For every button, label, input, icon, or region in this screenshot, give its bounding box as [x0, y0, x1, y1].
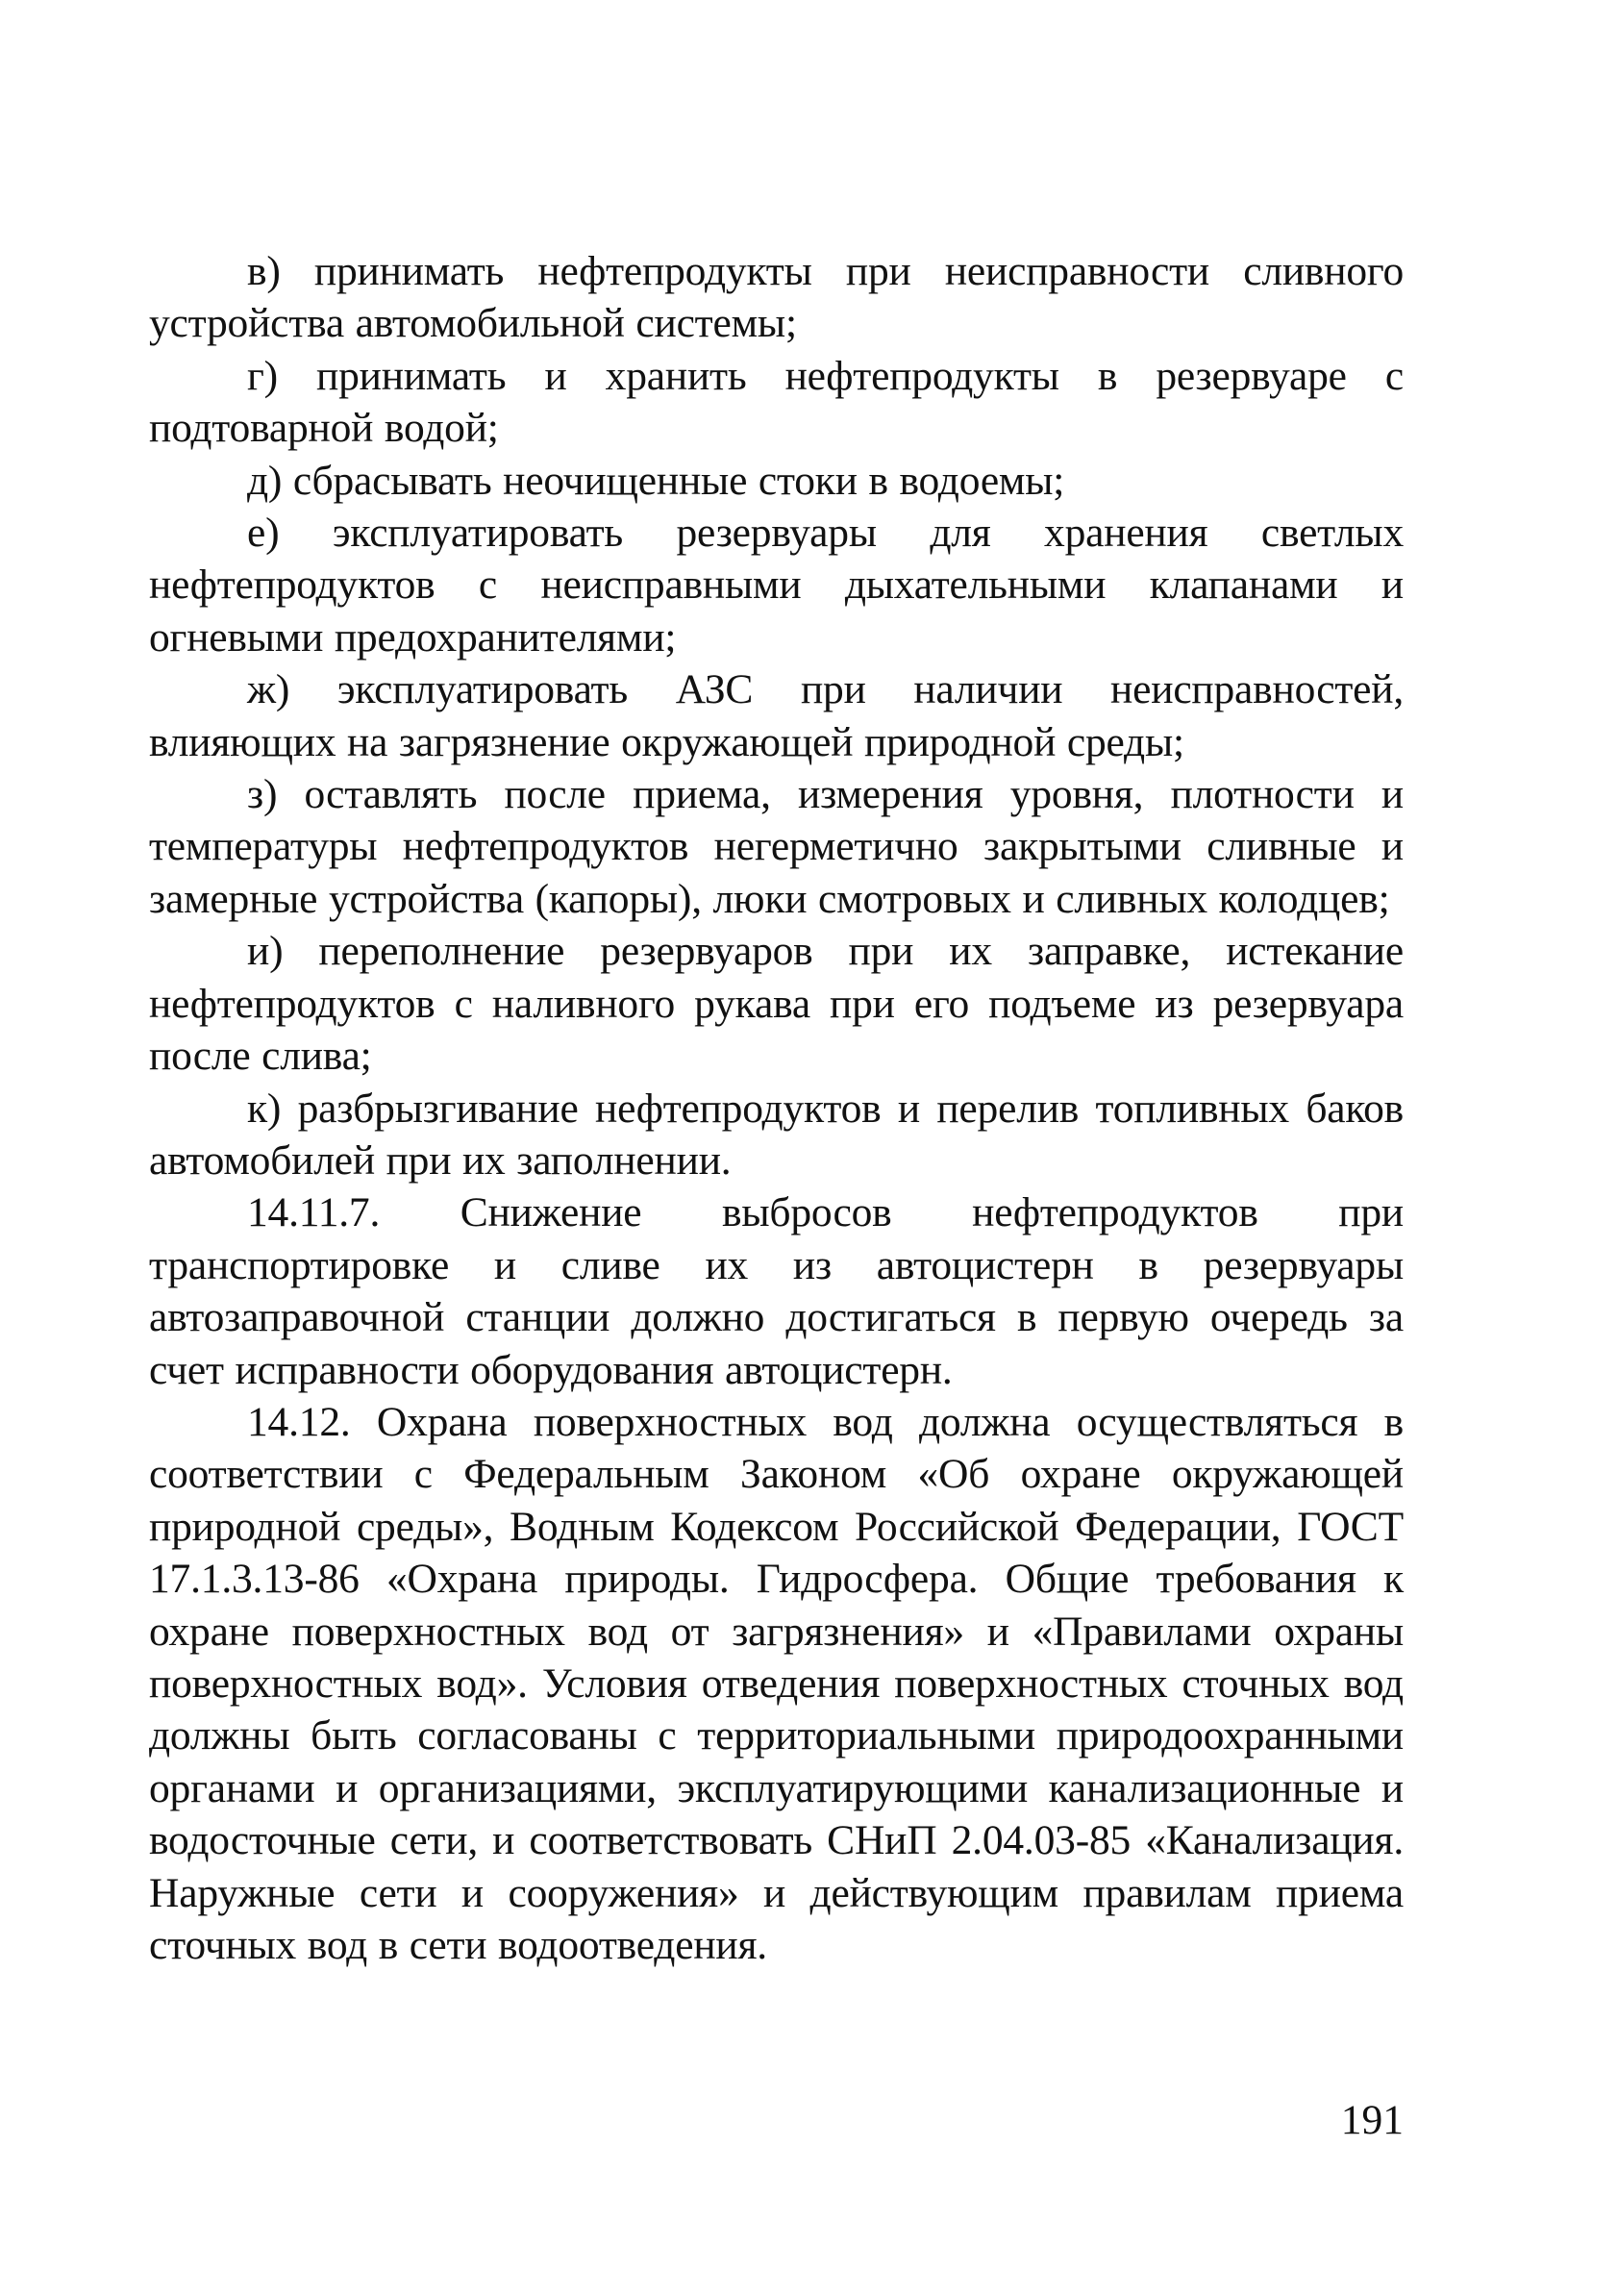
- paragraph-14-11-7: 14.11.7. Снижение выбросов нефтепродуктов при транспортировке и сливе их из автоцистерн в резервуары автозаправочной станции должно достигаться в первую очередь за счет исправности оборудования автоцистерн.: [149, 1189, 1404, 1393]
- paragraph-item-v: в) принимать нефтепродукты при неисправности сливного устройства автомобильной системы;: [149, 248, 1404, 347]
- paragraph-item-k: к) разбрызгивание нефтепродуктов и перелив топливных баков автомобилей при их заполнении.: [149, 1085, 1404, 1184]
- page-body: [149, 245, 1404, 1971]
- paragraph-14-12: 14.12. Охрана поверхностных вод должна осуществляться в соответствии с Федеральным Законом «Об охране окружающей природной среды», Водным Кодексом Российской Федерации, ГОСТ 17.1.3.13-86 «Охрана природы. Гидросфера. Общие требования к охране поверхностных вод от загрязнения» и «Правилами охраны поверхностных вод». Условия отведения поверхностных сточных вод должны быть согласованы с территориальными природоохранными органами и организациями, эксплуатирующими канализационные и водосточные сети, и соответствовать СНиП 2.04.03-85 «Канализация. Наружные сети и сооружения» и действующим правилам приема сточных вод в сети водоотведения.: [149, 1398, 1404, 1968]
- paragraph-item-d: д) сбрасывать неочищенные стоки в водоемы;: [247, 457, 1065, 504]
- paragraph-item-z: з) оставлять после приема, измерения уровня, плотности и температуры нефтепродуктов негерметично закрытыми сливные и замерные устройства (капоры), люки смотровых и сливных колодцев;: [149, 771, 1404, 922]
- paragraph-item-zh: ж) эксплуатировать АЗС при наличии неисправностей, влияющих на загрязнение окружающей природной среды;: [149, 666, 1404, 765]
- paragraph-item-i: и) переполнение резервуаров при их заправке, истекание нефтепродуктов с наливного рукава при его подъеме из резервуара после слива;: [149, 928, 1404, 1080]
- paragraph-item-g: г) принимать и хранить нефтепродукты в резервуаре с подтоварной водой;: [149, 352, 1404, 452]
- page-number: 191: [1340, 2097, 1404, 2143]
- paragraph-item-e: е) эксплуатировать резервуары для хранения светлых нефтепродуктов с неисправными дыхательными клапанами и огневыми предохранителями;: [149, 510, 1404, 661]
